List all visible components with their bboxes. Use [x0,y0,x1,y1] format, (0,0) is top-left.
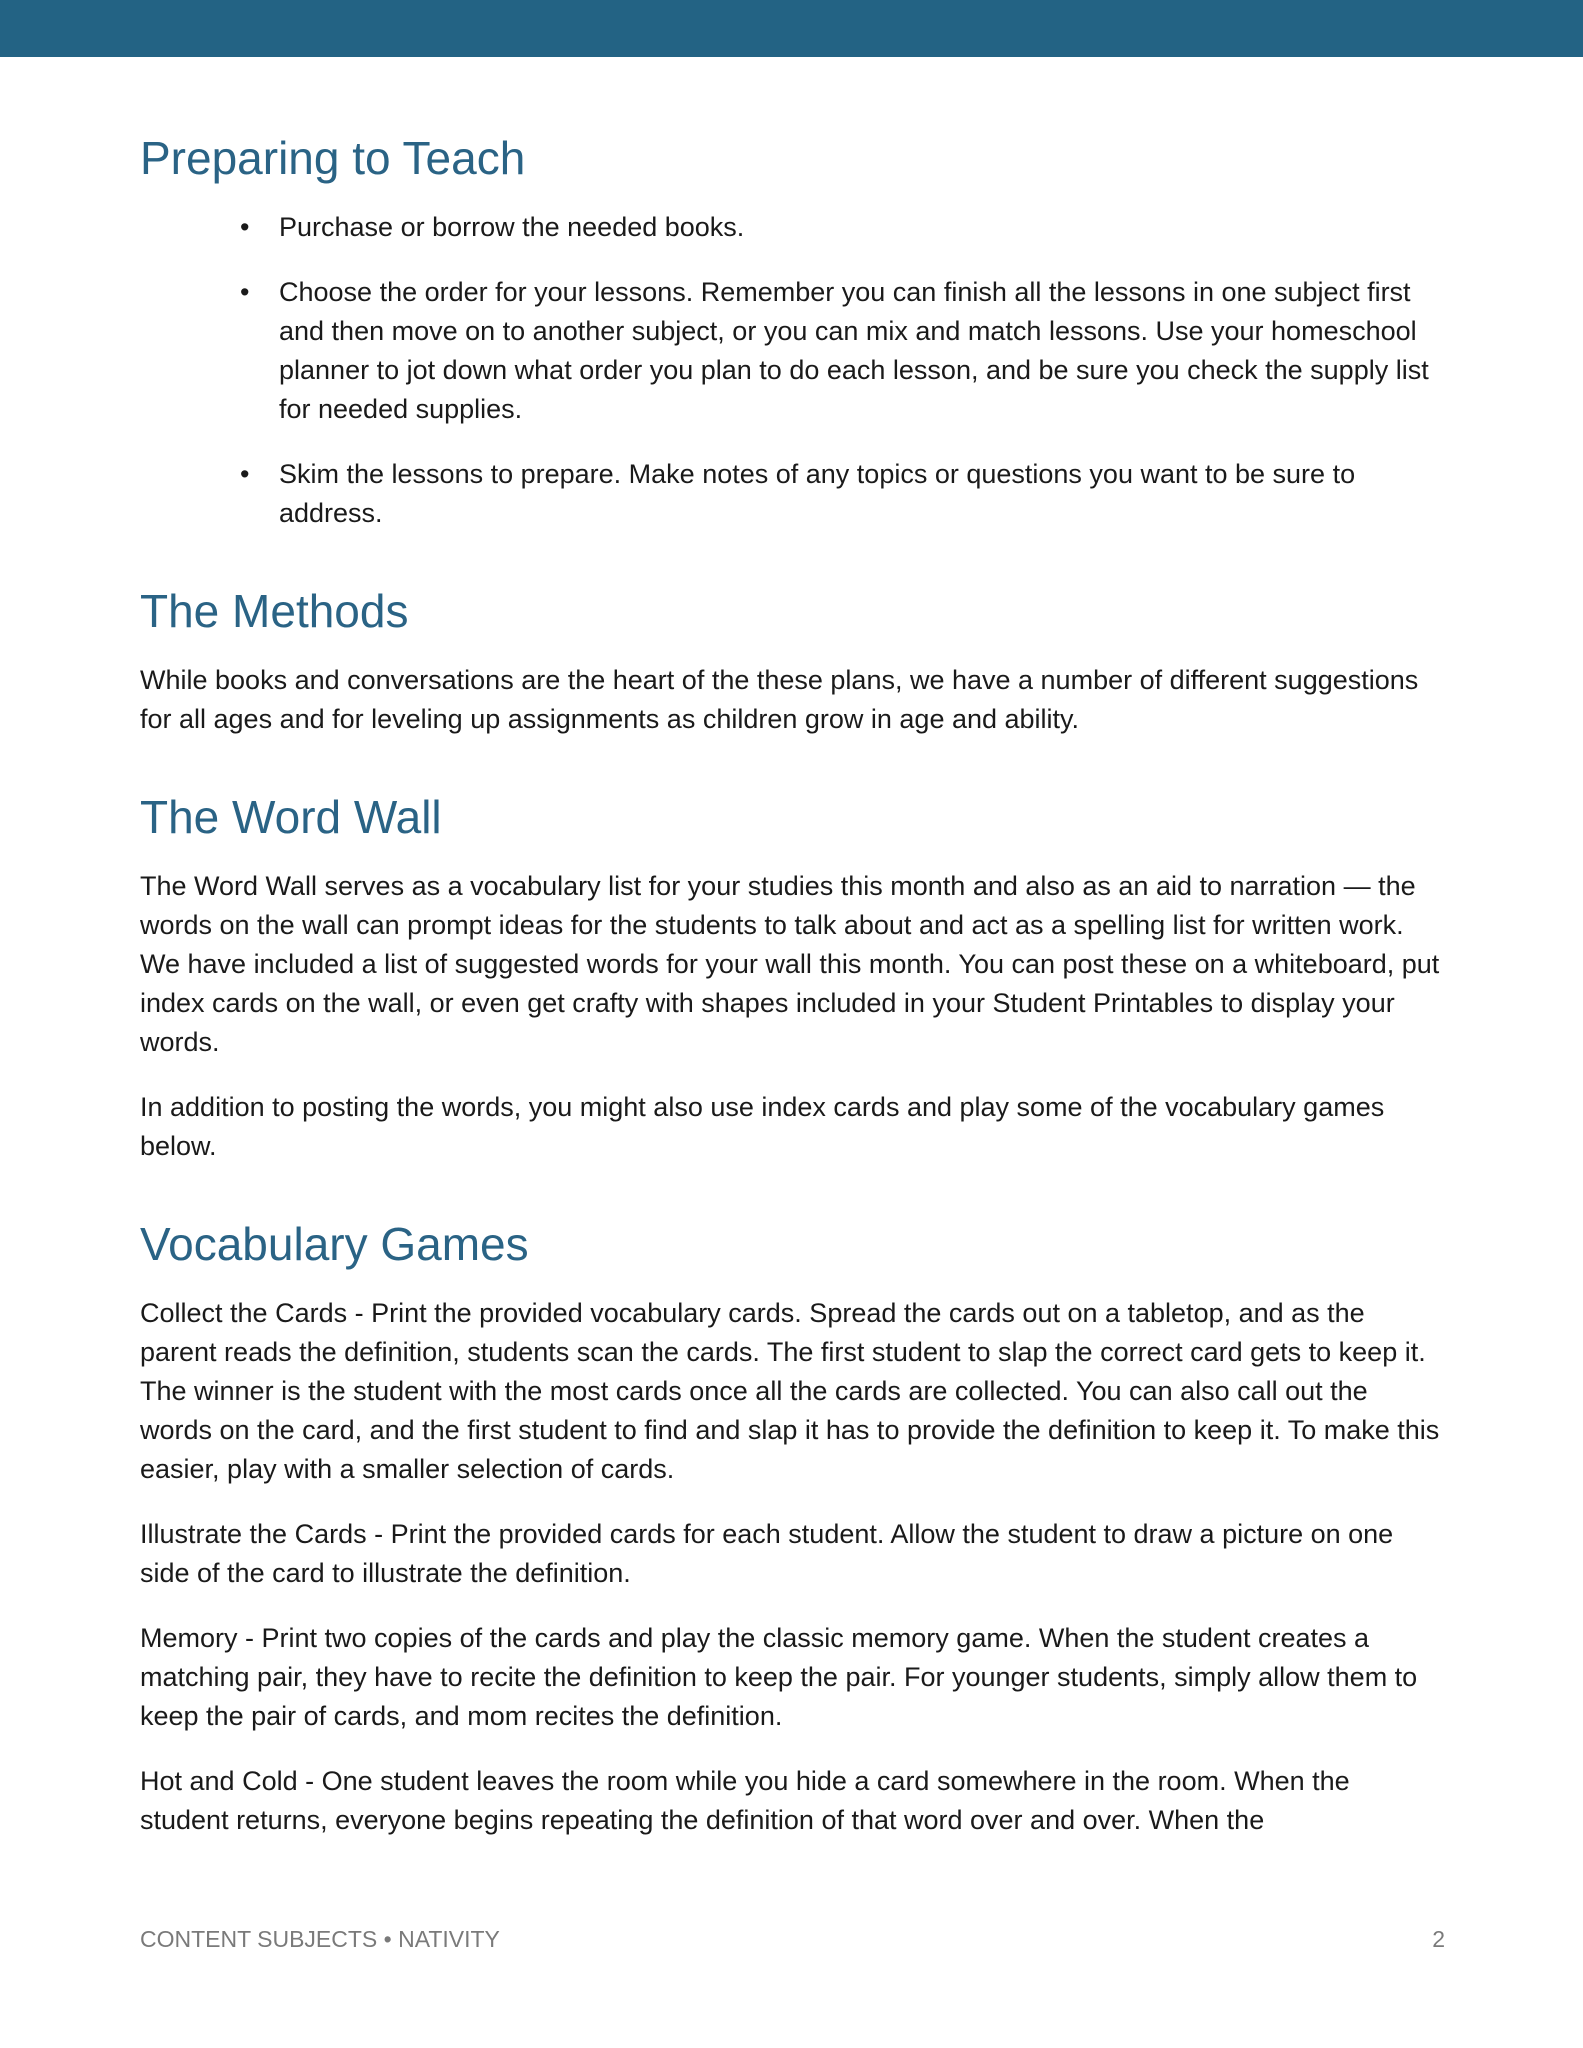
list-item [240,455,1445,533]
bullet-list [140,208,1445,533]
paragraph: The Word Wall serves as a vocabulary list for your studies this month and also as an aid to narration — the words on the wall can prompt ideas for the students to talk about and act as a spelling list for written work. We have included a list of suggested words for your wall this month. You can post these on a whiteboard, put index cards on the wall, or even get crafty with shapes included in your Student Printables to display your words. [140,871,1440,1057]
footer-title: CONTENT SUBJECTS • NATIVITY [140,1926,500,1952]
list-item [240,208,1445,247]
section-vocabulary-games [140,1216,1445,1840]
top-color-band [0,0,1583,57]
paragraph: Illustrate the Cards - Print the provided cards for each student. Allow the student to draw a picture on one side of the card to illustrate the definition. [140,1519,1394,1588]
section-word-wall [140,789,1445,1166]
section-the-methods [140,583,1445,739]
page-content [140,130,1445,1890]
paragraph: Memory - Print two copies of the cards and play the classic memory game. When the student creates a matching pair, they have to recite the definition to keep the pair. For younger students, simply allow them to keep the pair of cards, and mom recites the definition. [140,1623,1418,1731]
paragraph: Hot and Cold - One student leaves the room while you hide a card somewhere in the room. When the student returns, everyone begins repeating the definition of that word over and over. When the [140,1766,1350,1835]
list-item-text: Purchase or borrow the needed books. [279,212,745,242]
page-number: 2 [1432,1926,1445,1952]
paragraph: While books and conversations are the heart of the these plans, we have a number of different suggestions for all ages and for leveling up assignments as children grow in age and ability. [140,665,1419,734]
section-heading: Preparing to Teach [140,132,526,184]
list-item-text: Skim the lessons to prepare. Make notes of any topics or questions you want to be sure to address. [279,459,1356,528]
section-heading: Vocabulary Games [140,1218,529,1270]
bullet-icon: • [240,277,250,307]
bullet-icon: • [240,459,250,489]
section-heading: The Methods [140,585,409,637]
list-item [240,273,1445,429]
section-heading: The Word Wall [140,791,442,843]
paragraph: In addition to posting the words, you might also use index cards and play some of the vocabulary games below. [140,1092,1385,1161]
paragraph: Collect the Cards - Print the provided vocabulary cards. Spread the cards out on a tabletop, and as the parent reads the definition, students scan the cards. The first student to slap the correct card gets to keep it. The winner is the student with the most cards once all the cards are collected. You can also call out the words on the card, and the first student to find and slap it has to provide the definition to keep it. To make this easier, play with a smaller selection of cards. [140,1298,1440,1484]
list-item-text: Choose the order for your lessons. Remember you can finish all the lessons in one subject first and then move on to another subject, or you can mix and match lessons. Use your homeschool planner to jot down what order you plan to do each lesson, and be sure you check the supply list for needed supplies. [279,277,1429,424]
section-preparing-to-teach [140,130,1445,533]
bullet-icon: • [240,212,250,242]
